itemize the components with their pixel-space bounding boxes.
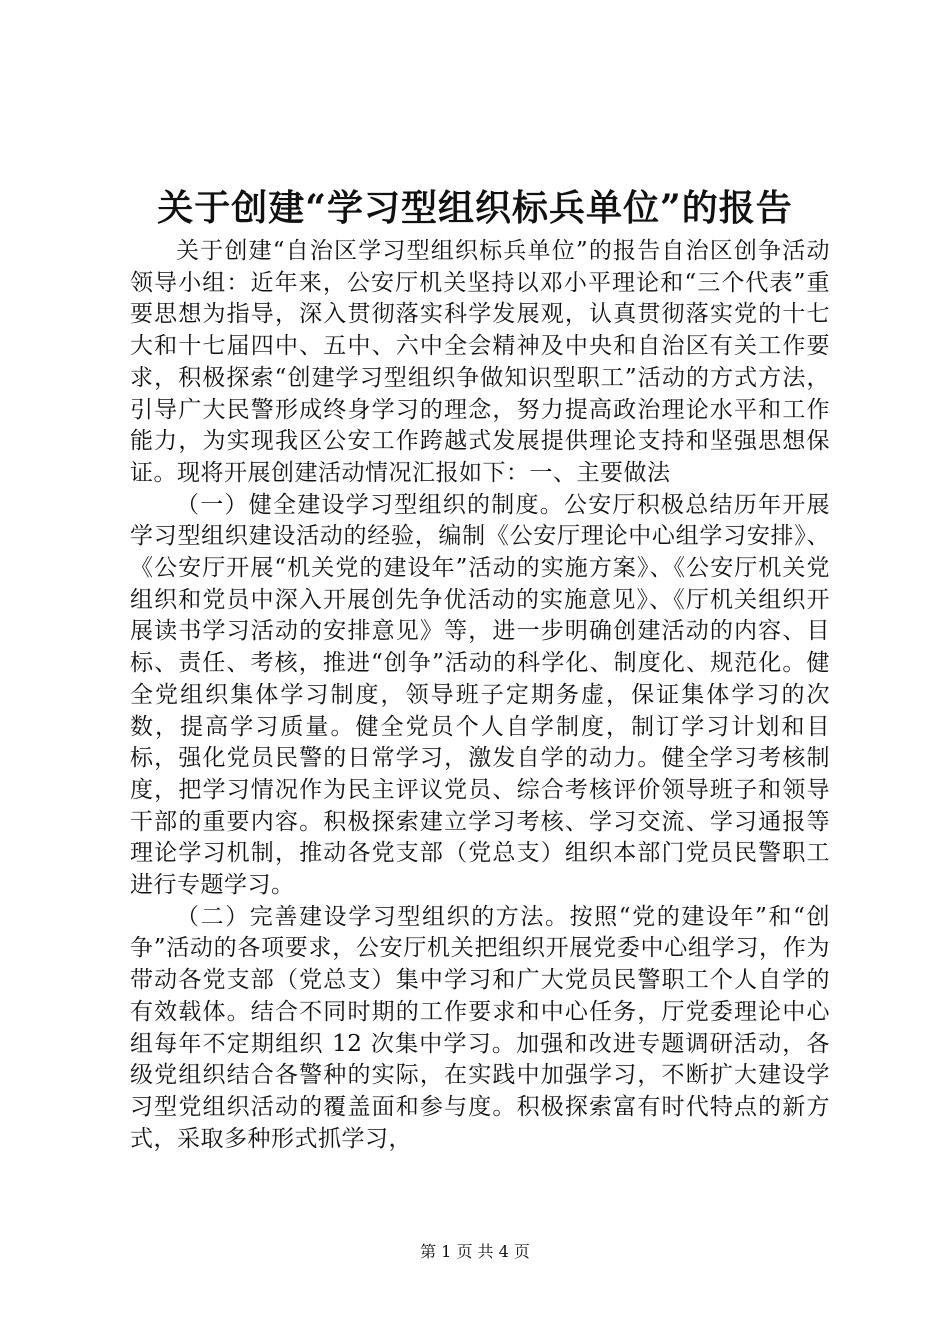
paragraph-section-1: （一）健全建设学习型组织的制度。公安厅积极总结历年开展学习型组织建设活动的经验，编制《公安厅理论中心组学习安排》、《公安厅开展“机关党的建设年”活动的实施方案》、《公安厅机关党组织和党员中深入开展创先争优活动的实施意见》、《厅机关组织开展读书学习活动的安排意见》等，进一步明确创建活动的内容、目标、责任、考核，推进“创争”活动的科学化、制度化、规范化。健全党组织集体学习制度，领导班子定期务虚，保证集体学习的次数，提高学习质量。健全党员个人自学制度，制订学习计划和目标，强化党员民警的日常学习，激发自学的动力。健全学习考核制度，把学习情况作为民主评议党员、综合考核评价领导班子和领导干部的重要内容。积极探索建立学习考核、学习交流、学习通报等理论学习机制，推动各党支部（党总支）组织本部门党员民警职工进行专题学习。 (130, 491, 830, 899)
document-body (130, 236, 830, 1155)
document-title: 关于创建“学习型组织标兵单位”的报告 (157, 187, 793, 229)
paragraph-intro: 关于创建“自治区学习型组织标兵单位”的报告自治区创争活动领导小组：近年来，公安厅机关坚持以邓小平理论和“三个代表”重要思想为指导，深入贯彻落实科学发展观，认真贯彻落实党的十七大和十七届四中、五中、六中全会精神及中央和自治区有关工作要求，积极探索“创建学习型组织争做知识型职工”活动的方式方法，引导广大民警形成终身学习的理念，努力提高政治理论水平和工作能力，为实现我区公安工作跨越式发展提供理论支持和坚强思想保证。现将开展创建活动情况汇报如下：一、主要做法 (130, 238, 830, 486)
paragraph-section-2: （二）完善建设学习型组织的方法。按照“党的建设年”和“创争”活动的各项要求，公安厅机关把组织开展党委中心组学习，作为带动各党支部（党总支）集中学习和广大党员民警职工个人自学的有效载体。结合不同时期的工作要求和中心任务，厅党委理论中心组每年不定期组织 12 次集中学习。加强和改进专题调研活动，各级党组织结合各警种的实际，在实践中加强学习，不断扩大建设学习型党组织活动的覆盖面和参与度。积极探索富有时代特点的新方式，采取多种形式抓学习， (130, 903, 830, 1152)
page-footer: 第 1 页 共 4 页 (420, 1242, 530, 1261)
